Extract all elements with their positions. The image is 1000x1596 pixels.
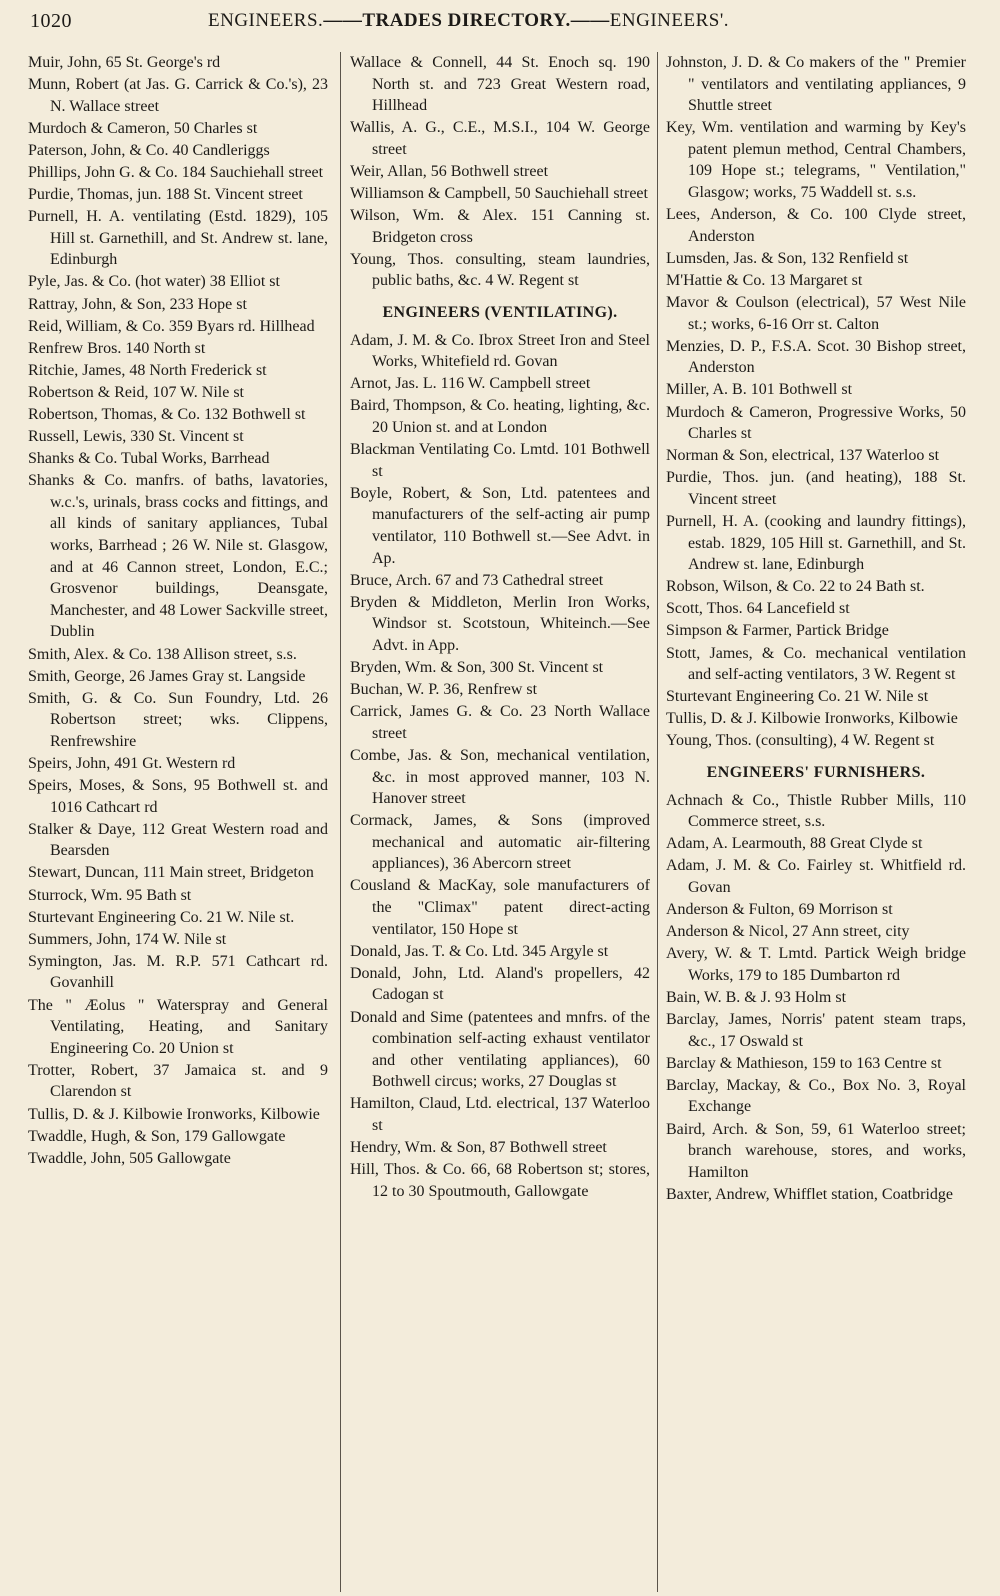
directory-entry: Wallis, A. G., C.E., M.S.I., 104 W. George street	[350, 119, 650, 158]
directory-entry: Pyle, Jas. & Co. (hot water) 38 Elliot st	[28, 273, 280, 291]
section-heading: ENGINEERS (VENTILATING).	[382, 304, 618, 322]
directory-entry: Purnell, H. A. (cooking and laundry fittings), estab. 1829, 105 Hill st. Garnethill, and St. Andrew st. lane, Edinburgh	[666, 512, 966, 574]
directory-entry: Russell, Lewis, 330 St. Vincent st	[28, 428, 244, 446]
column-2	[350, 52, 650, 1592]
directory-entry: Anderson & Fulton, 69 Morrison st	[666, 901, 893, 919]
directory-entry: Hill, Thos. & Co. 66, 68 Robertson st; stores, 12 to 30 Spoutmouth, Gallowgate	[350, 1161, 650, 1200]
directory-entry: Renfrew Bros. 140 North st	[28, 339, 206, 357]
directory-entry: Combe, Jas. & Son, mechanical ventilation, &c. in most approved manner, 103 N. Hanover street	[350, 746, 650, 808]
directory-entry: Hendry, Wm. & Son, 87 Bothwell street	[350, 1139, 607, 1157]
directory-entry: Adam, J. M. & Co. Fairley st. Whitfield rd. Govan	[666, 857, 966, 896]
running-header	[30, 10, 982, 38]
directory-entry: Symington, Jas. M. R.P. 571 Cathcart rd. Govanhill	[28, 952, 328, 992]
directory-entry: Stewart, Duncan, 111 Main street, Bridgeton	[28, 864, 314, 882]
directory-entry: Summers, John, 174 W. Nile st	[28, 930, 227, 948]
directory-entry: Twaddle, Hugh, & Son, 179 Gallowgate	[28, 1127, 286, 1145]
directory-entry: Cormack, James, & Sons (improved mechanical and automatic air-filtering appliances), 36 Abercorn street	[350, 812, 650, 873]
directory-entry: Young, Thos. consulting, steam laundries, public baths, &c. 4 W. Regent st	[350, 250, 650, 290]
directory-entry: Boyle, Robert, & Son, Ltd. patentees and manufacturers of the self-acting air pump ventilator, 110 Bothwell st.—See Advt. in Ap.	[350, 484, 650, 567]
directory-entry: Norman & Son, electrical, 137 Waterloo st	[666, 447, 940, 465]
directory-entry: Menzies, D. P., F.S.A. Scot. 30 Bishop street, Anderston	[666, 337, 966, 377]
column-3	[666, 52, 966, 1592]
directory-entry: Stalker & Daye, 112 Great Western road and Bearsden	[28, 820, 328, 860]
header-left: ENGINEERS.	[208, 10, 324, 31]
directory-entry: Robertson & Reid, 107 W. Nile st	[28, 383, 244, 401]
directory-entry: Wallace & Connell, 44 St. Enoch sq. 190 North st. and 723 Great Western road, Hillhead	[350, 54, 650, 115]
directory-entry: Sturrock, Wm. 95 Bath st	[28, 886, 192, 904]
directory-entry: Trotter, Robert, 37 Jamaica st. and 9 Clarendon st	[28, 1061, 328, 1101]
directory-entry: M'Hattie & Co. 13 Margaret st	[666, 271, 863, 289]
directory-entry: Adam, A. Learmouth, 88 Great Clyde st	[666, 835, 923, 853]
directory-entry: Reid, William, & Co. 359 Byars rd. Hillhead	[28, 317, 315, 335]
directory-entry: Johnston, J. D. & Co makers of the " Premier " ventilators and ventilating appliances, 9 Shuttle street	[666, 54, 966, 115]
directory-entry: Weir, Allan, 56 Bothwell street	[350, 162, 549, 180]
directory-entry: Donald and Sime (patentees and mnfrs. of the combination self-acting exhaust ventilator and other ventilating appliances), 60 Bothwell circus; works, 27 Douglas st	[350, 1008, 650, 1091]
page-number: 1020	[30, 10, 72, 32]
directory-entry: Buchan, W. P. 36, Renfrew st	[350, 681, 538, 699]
directory-entry: Williamson & Campbell, 50 Sauchiehall street	[350, 185, 648, 203]
directory-entry: Bryden & Middleton, Merlin Iron Works, Windsor st. Scotstoun, Whiteinch.—See Advt. in App.	[350, 593, 650, 654]
directory-entry: Phillips, John G. & Co. 184 Sauchiehall street	[28, 163, 324, 181]
directory-entry: Purnell, H. A. ventilating (Estd. 1829), 105 Hill st. Garnethill, and St. Andrew st. lane, Edinburgh	[28, 208, 328, 269]
section-heading: ENGINEERS' FURNISHERS.	[706, 764, 926, 781]
directory-entry: Donald, John, Ltd. Aland's propellers, 42 Cadogan st	[350, 964, 650, 1004]
header-center: ——TRADES DIRECTORY.——	[323, 10, 610, 31]
directory-entry: Paterson, John, & Co. 40 Candleriggs	[28, 141, 270, 159]
directory-entry: Adam, J. M. & Co. Ibrox Street Iron and Steel Works, Whitefield rd. Govan	[350, 331, 650, 371]
directory-entry: Smith, G. & Co. Sun Foundry, Ltd. 26 Robertson street; wks. Clippens, Renfrewshire	[28, 689, 328, 750]
directory-entry: Speirs, Moses, & Sons, 95 Bothwell st. and 1016 Cathcart rd	[28, 777, 328, 816]
header-title	[208, 10, 729, 32]
directory-entry: Barclay, Mackay, & Co., Box No. 3, Royal Exchange	[666, 1076, 966, 1116]
directory-entry: Munn, Robert (at Jas. G. Carrick & Co.'s), 23 N. Wallace street	[28, 76, 328, 115]
directory-entry: Ritchie, James, 48 North Frederick st	[28, 361, 267, 379]
directory-entry: Murdoch & Cameron, Progressive Works, 50 Charles st	[666, 403, 966, 443]
directory-entry: Carrick, James G. & Co. 23 North Wallace street	[350, 703, 650, 742]
directory-entry: Bain, W. B. & J. 93 Holm st	[666, 988, 847, 1006]
directory-entry: Hamilton, Claud, Ltd. electrical, 137 Waterloo st	[350, 1095, 650, 1134]
directory-entry: Bruce, Arch. 67 and 73 Cathedral street	[350, 571, 604, 589]
directory-columns	[0, 52, 1000, 1596]
directory-entry: Key, Wm. ventilation and warming by Key's patent plemun method, Central Chambers, 109 Hope st.; telegrams, " Ventilation," Glasgow; works, 75 Waddell st. s.s.	[666, 119, 966, 202]
directory-entry: Scott, Thos. 64 Lancefield st	[666, 600, 850, 618]
directory-entry: Baird, Arch. & Son, 59, 61 Waterloo street; branch warehouse, stores, and works, Hamilton	[666, 1120, 966, 1181]
directory-entry: Achnach & Co., Thistle Rubber Mills, 110 Commerce street, s.s.	[666, 791, 966, 831]
directory-entry: Sturtevant Engineering Co. 21 W. Nile st	[666, 688, 929, 706]
directory-entry: Miller, A. B. 101 Bothwell st	[666, 381, 853, 399]
directory-entry: Barclay, James, Norris' patent steam traps, &c., 17 Oswald st	[666, 1011, 966, 1050]
directory-entry: Muir, John, 65 St. George's rd	[28, 54, 221, 71]
directory-entry: Lees, Anderson, & Co. 100 Clyde street, Anderston	[666, 206, 966, 245]
directory-entry: Blackman Ventilating Co. Lmtd. 101 Bothwell st	[350, 441, 650, 480]
directory-entry: Purdie, Thos. jun. (and heating), 188 St. Vincent street	[666, 469, 966, 508]
directory-entry: Speirs, John, 491 Gt. Western rd	[28, 755, 236, 772]
directory-entry: Baird, Thompson, & Co. heating, lighting, &c. 20 Union st. and at London	[350, 397, 650, 436]
directory-entry: Shanks & Co. manfrs. of baths, lavatories, w.c.'s, urinals, brass cocks and fittings, and all kinds of sanitary appliances, Tubal works, Barrhead ; 26 W. Nile st. Glasgow, and at 46 Cannon street, London, E.C.; Grosvenor buildings, Deansgate, Manchester, and 48 Lower Sackville street, Dublin	[28, 472, 328, 641]
directory-entry: Avery, W. & T. Lmtd. Partick Weigh bridge Works, 179 to 185 Dumbarton rd	[666, 945, 966, 984]
directory-entry: Simpson & Farmer, Partick Bridge	[666, 622, 889, 640]
directory-entry: Smith, Alex. & Co. 138 Allison street, s.s.	[28, 645, 297, 663]
directory-entry: Smith, George, 26 James Gray st. Langside	[28, 667, 306, 685]
directory-entry: Lumsden, Jas. & Son, 132 Renfield st	[666, 249, 909, 267]
directory-entry: Tullis, D. & J. Kilbowie Ironworks, Kilbowie	[28, 1105, 320, 1123]
directory-entry: Sturtevant Engineering Co. 21 W. Nile st.	[28, 908, 295, 926]
directory-entry: Murdoch & Cameron, 50 Charles st	[28, 119, 258, 137]
directory-entry: Barclay & Mathieson, 159 to 163 Centre st	[666, 1054, 942, 1072]
directory-entry: Robson, Wilson, & Co. 22 to 24 Bath st.	[666, 578, 925, 596]
column-1	[28, 52, 328, 1592]
directory-entry: Purdie, Thomas, jun. 188 St. Vincent street	[28, 186, 303, 204]
directory-entry: Arnot, Jas. L. 116 W. Campbell street	[350, 375, 591, 393]
directory-entry: Tullis, D. & J. Kilbowie Ironworks, Kilbowie	[666, 710, 958, 728]
directory-entry: Mavor & Coulson (electrical), 57 West Nile st.; works, 6-16 Orr st. Calton	[666, 294, 966, 333]
directory-entry: Anderson & Nicol, 27 Ann street, city	[666, 923, 910, 941]
directory-entry: Rattray, John, & Son, 233 Hope st	[28, 295, 247, 313]
directory-entry: Shanks & Co. Tubal Works, Barrhead	[28, 450, 270, 468]
header-right: ENGINEERS'.	[609, 10, 729, 31]
directory-entry: Bryden, Wm. & Son, 300 St. Vincent st	[350, 659, 604, 677]
directory-entry: Wilson, Wm. & Alex. 151 Canning st. Bridgeton cross	[350, 207, 650, 246]
directory-entry: Stott, James, & Co. mechanical ventilation and self-acting ventilators, 3 W. Regent st	[666, 644, 966, 684]
directory-entry: Robertson, Thomas, & Co. 132 Bothwell st	[28, 406, 306, 423]
directory-entry: Twaddle, John, 505 Gallowgate	[28, 1149, 231, 1167]
directory-entry: The " Æolus " Waterspray and General Ventilating, Heating, and Sanitary Engineering Co. 20 Union st	[28, 996, 328, 1057]
directory-entry: Cousland & MacKay, sole manufacturers of the "Climax" patent direct-acting ventilator, 150 Hope st	[350, 877, 650, 938]
directory-entry: Young, Thos. (consulting), 4 W. Regent st	[666, 732, 935, 750]
directory-entry: Baxter, Andrew, Whifflet station, Coatbridge	[666, 1185, 953, 1203]
directory-entry: Donald, Jas. T. & Co. Ltd. 345 Argyle st	[350, 942, 609, 960]
